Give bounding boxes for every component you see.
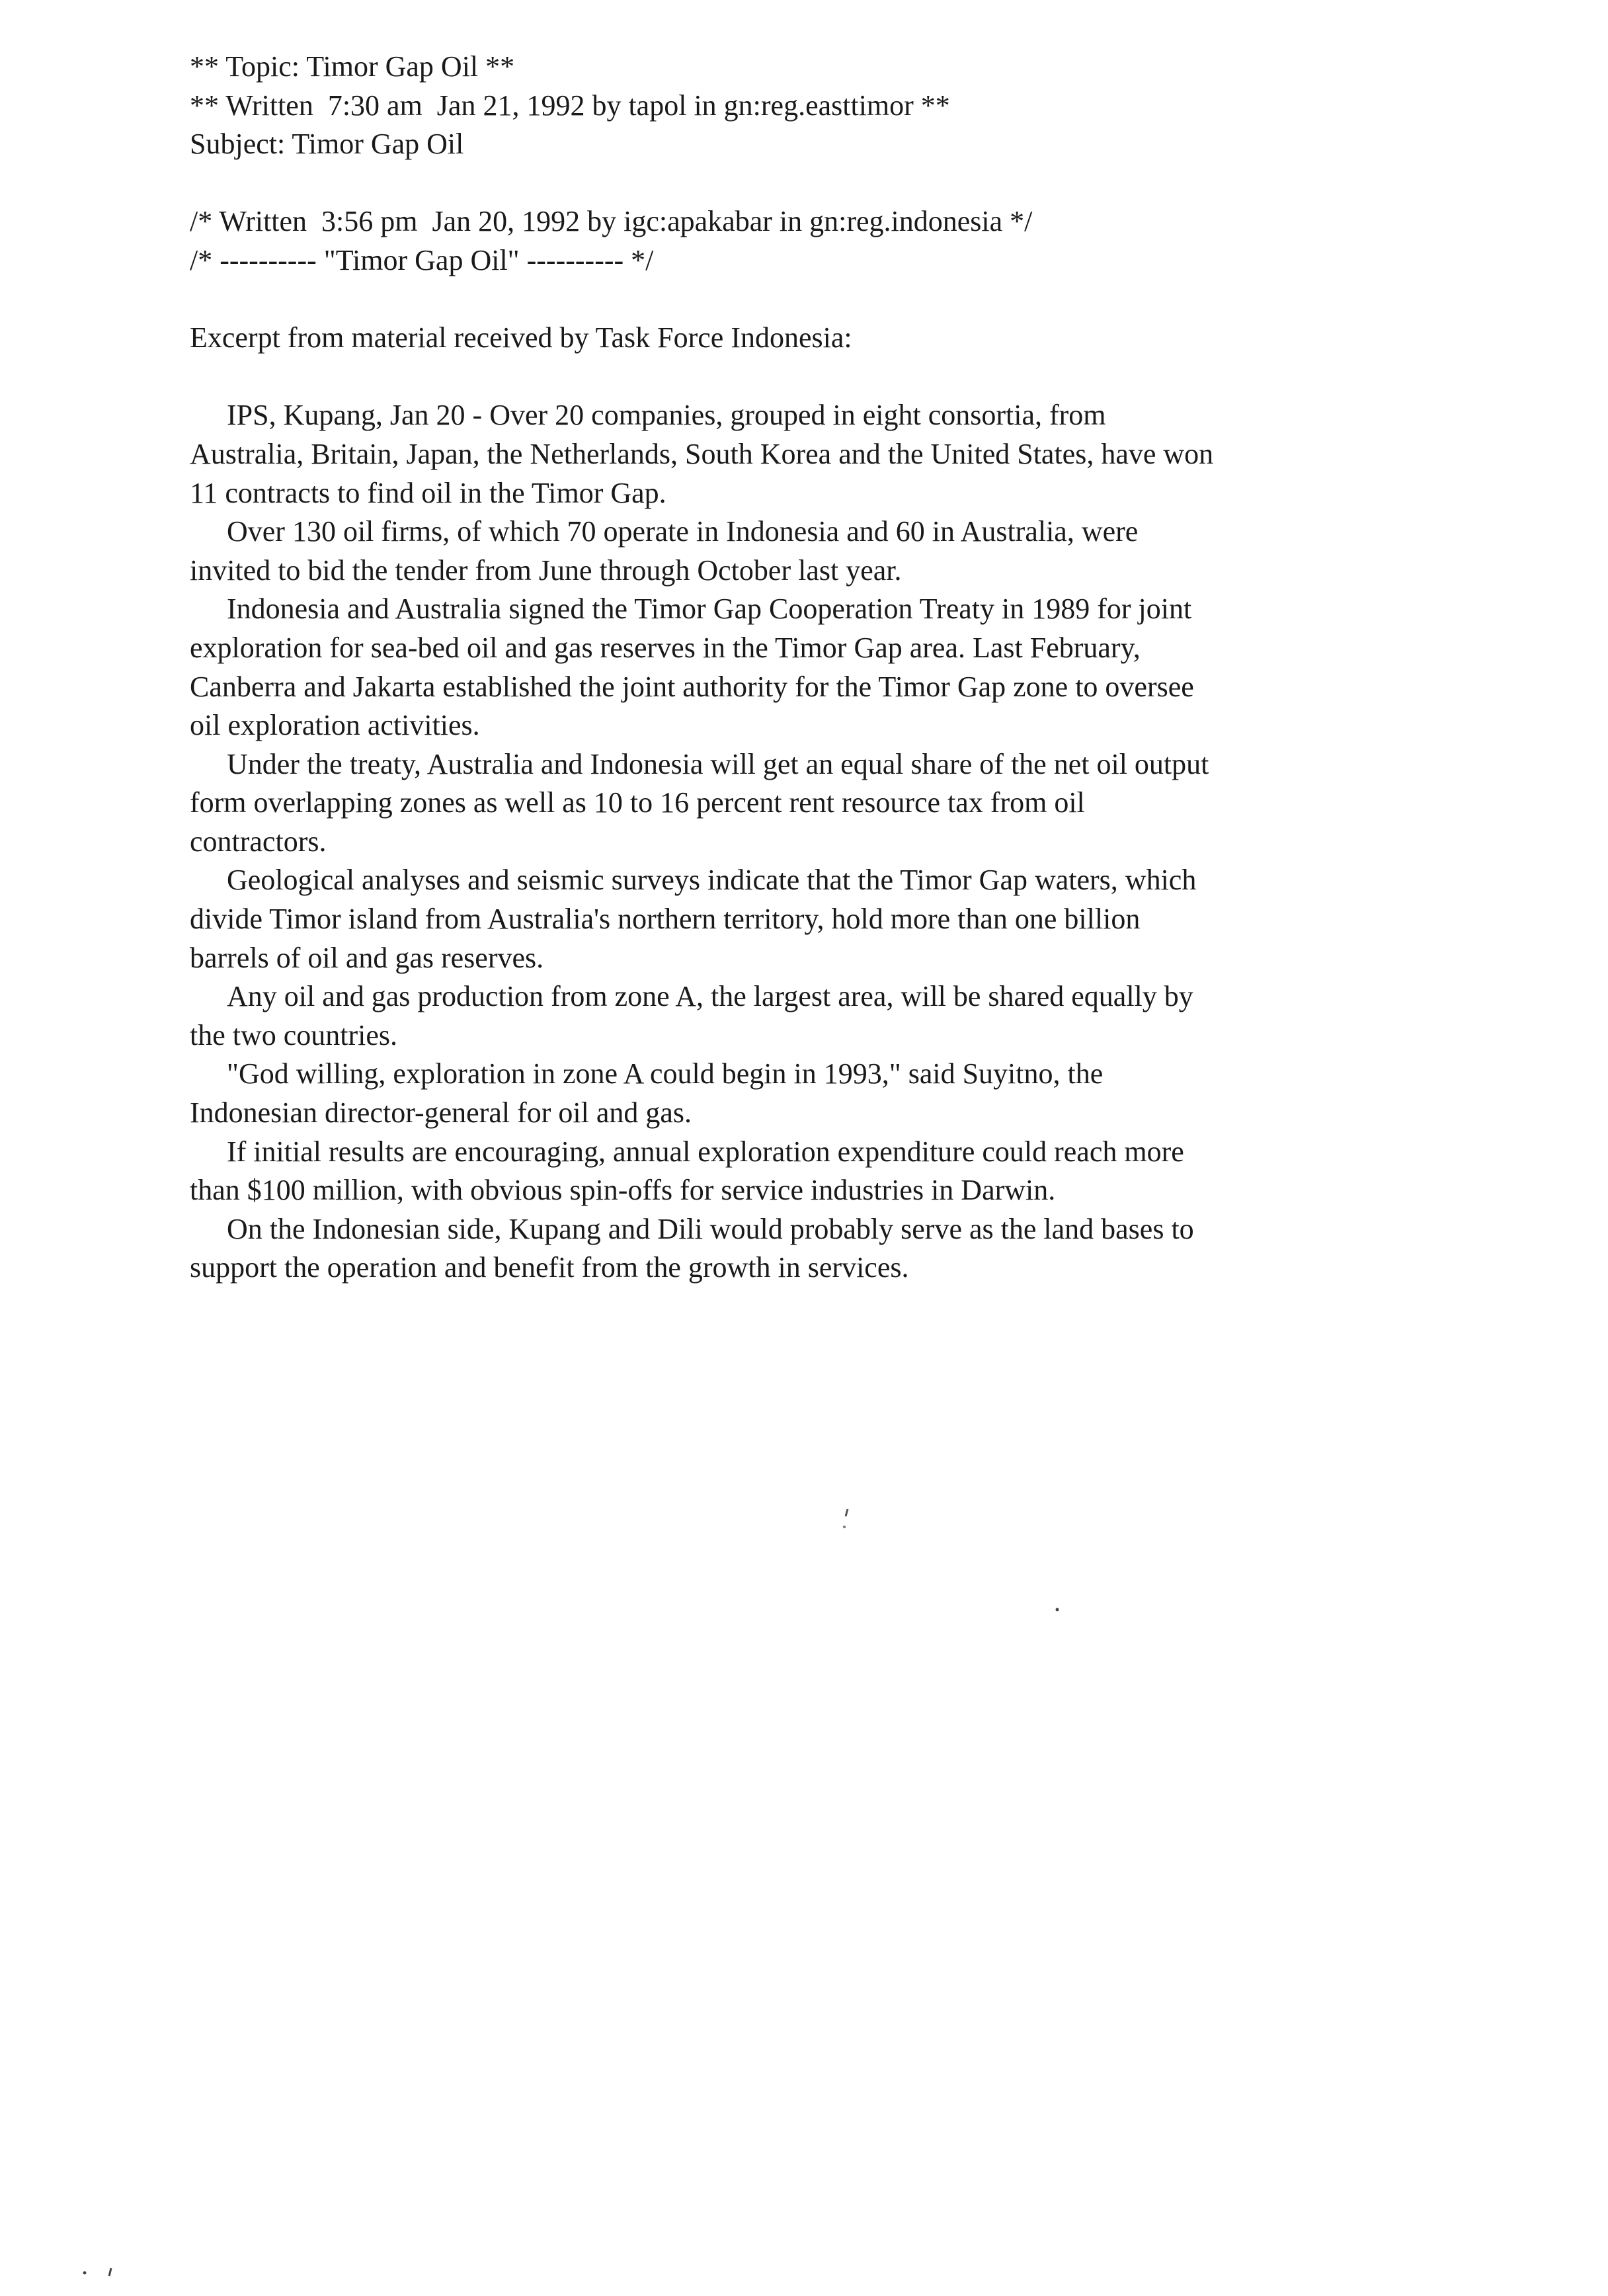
paragraph: Over 130 oil firms, of which 70 operate in Indonesia and 60 in Australia, were invited to bid the tender from June through October last year. [190,515,1139,587]
scan-speck [109,2268,111,2276]
written-line: ** Written 7:30 am Jan 21, 1992 by tapol in gn:reg.easttimor ** [190,89,950,122]
blank-line [190,280,1221,319]
blank-line [190,164,1221,203]
paragraph: Under the treaty, Australia and Indonesia will get an equal share of the net oil output form overlapping zones as well as 10 to 16 percent rent resource tax from oil contractors. [190,747,1209,858]
forward-written-line: /* Written 3:56 pm Jan 20, 1992 by igc:apakabar in gn:reg.indonesia */ [190,205,1033,238]
paragraph: IPS, Kupang, Jan 20 - Over 20 companies, grouped in eight consortia, from Australia, Britain, Japan, the Netherlands, South Korea and the United States, have won 11 contracts to find oil in the Timor Gap. [190,399,1214,509]
topic-line: ** Topic: Timor Gap Oil ** [190,50,515,83]
scan-speck [843,1526,846,1528]
paragraph: If initial results are encouraging, annual exploration expenditure could reach more than $100 million, with obvious spin-offs for service industries in Darwin. [190,1135,1184,1207]
paragraph: "God willing, exploration in zone A could begin in 1993," said Suyitno, the Indonesian director-general for oil and gas. [190,1057,1104,1129]
message-text [190,48,1221,1288]
scan-speck [1056,1608,1059,1612]
subject-line: Subject: Timor Gap Oil [190,128,464,161]
article-body [190,396,1221,1288]
scan-speck [83,2272,87,2275]
forward-title-line: /* ---------- "Timor Gap Oil" ---------- */ [190,243,654,276]
paragraph: Indonesia and Australia signed the Timor Gap Cooperation Treaty in 1989 for joint exploration for sea-bed oil and gas reserves in the Timor Gap area. Last February, Canberra and Jakarta established the joint authority for the Timor Gap zone to oversee oil exploration activities. [190,593,1194,742]
paragraph: Geological analyses and seismic surveys indicate that the Timor Gap waters, which divide Timor island from Australia's northern territory, hold more than one billion barrels of oil and gas reserves. [190,864,1197,974]
intro-line: Excerpt from material received by Task Force Indonesia: [190,321,852,354]
paragraph: On the Indonesian side, Kupang and Dili would probably serve as the land bases to support the operation and benefit from the growth in services. [190,1212,1194,1284]
scan-speck [846,1509,848,1516]
blank-line [190,358,1221,397]
paragraph: Any oil and gas production from zone A, the largest area, will be shared equally by the two countries. [190,980,1193,1051]
